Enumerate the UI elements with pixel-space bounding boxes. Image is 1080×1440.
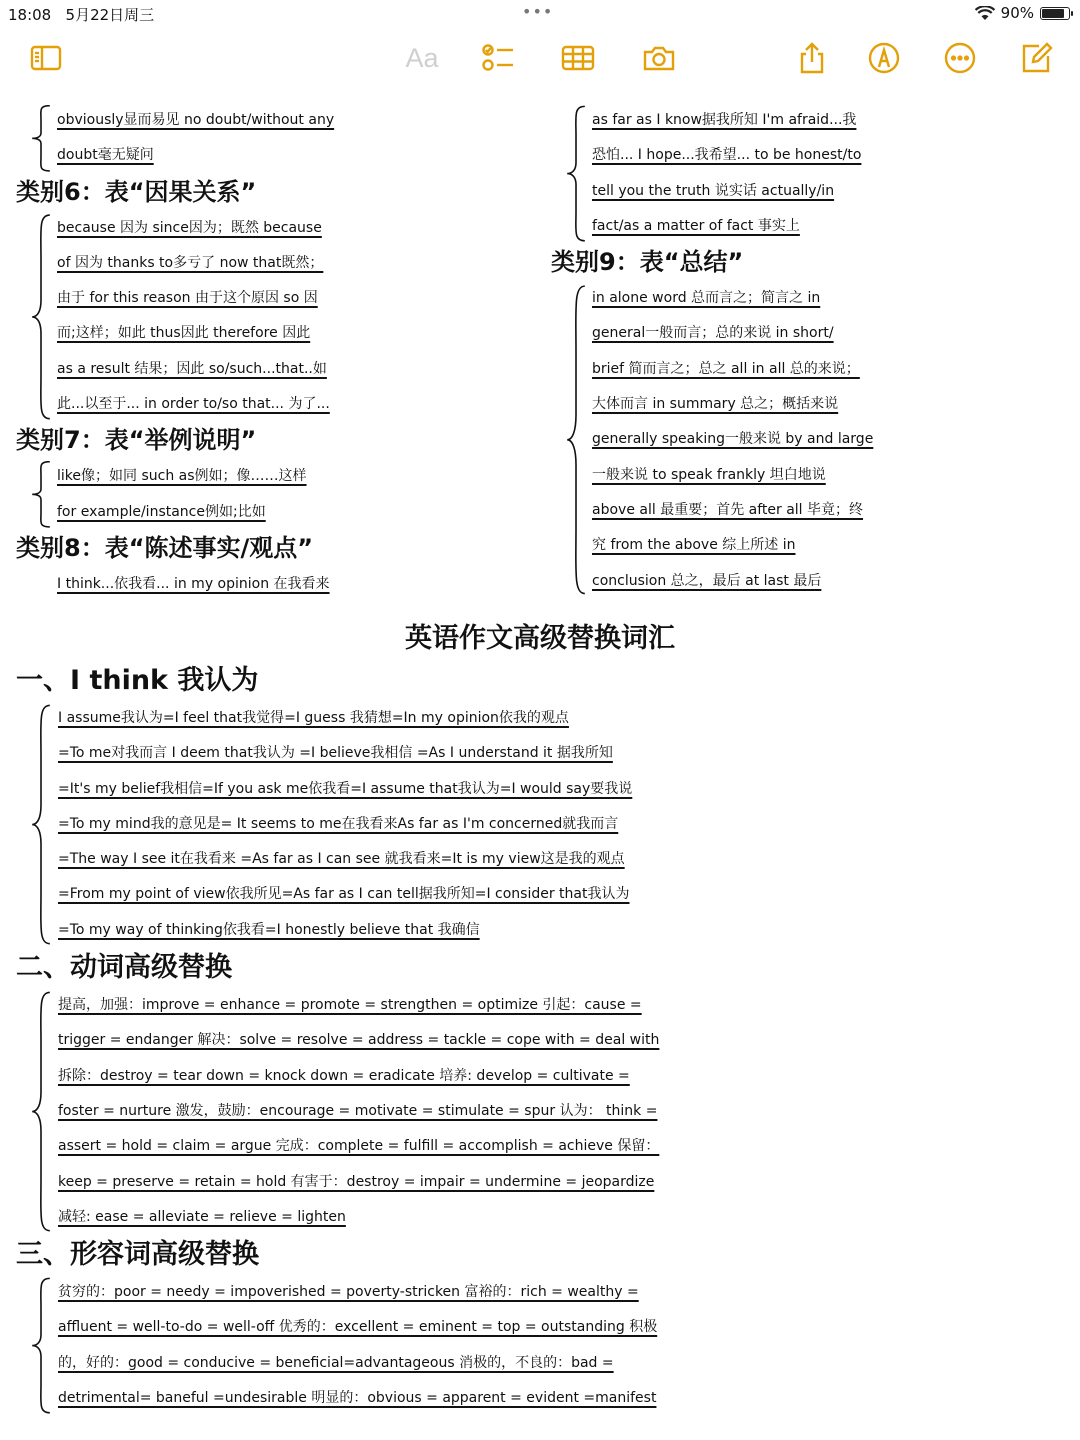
note-line: above all 最重要；首先 after all 毕竟；终 (592, 501, 864, 518)
note-line: =From my point of view依我所见=As far as I can tell据我所知=I consider that我认为 (58, 886, 630, 903)
list-group-opinion[interactable] (0, 567, 545, 602)
list-group-opinion-continued[interactable] (535, 103, 1080, 244)
new-note-icon[interactable] (1018, 40, 1054, 76)
note-line: keep = preserve = retain = hold 有害于：destroy = impair = undermine = jeopardize (58, 1173, 655, 1190)
brace-icon (30, 703, 52, 946)
brace-icon (565, 283, 587, 597)
multitasking-dots-icon[interactable]: ••• (522, 2, 554, 21)
status-bar (0, 0, 1080, 30)
note-line: doubt毫无疑问 (57, 147, 154, 164)
note-line: as a result 结果；因此 so/such...that..如 (57, 360, 327, 377)
brace-icon (30, 105, 52, 172)
section-heading-3: 三、形容词高级替换 (16, 1239, 259, 1271)
note-line: 大体而言 in summary 总之；概括来说 (592, 396, 839, 413)
note-line: of 因为 thanks to多亏了 now that既然； (57, 254, 324, 271)
table-icon[interactable] (560, 40, 596, 76)
brace-icon (30, 1277, 52, 1414)
brace-icon (565, 105, 587, 242)
brace-icon (30, 461, 52, 528)
note-line: 贫穷的：poor = needy = impoverished = poverty-stricken 富裕的：rich = wealthy = (58, 1284, 639, 1301)
category-heading-6: 类别6：表“因果关系” (16, 177, 257, 206)
note-line: I assume我认为=I feel that我觉得=I guess 我猜想=In my opinion依我的观点 (58, 710, 569, 726)
note-line: I think...依我看... in my opinion 在我看来 (57, 575, 330, 592)
section-heading-1: 一、I think 我认为 (16, 665, 259, 696)
note-line: 而;这样；如此 thus因此 therefore 因此 (57, 325, 311, 342)
note-line: brief 简而言之；总之 all in all 总的来说； (592, 360, 860, 377)
notes-toolbar (0, 40, 1080, 84)
brace-icon (30, 990, 52, 1233)
note-line: 一般来说 to speak frankly 坦白地说 (592, 466, 826, 483)
checklist-icon[interactable] (480, 40, 516, 76)
note-line: detrimental= baneful =undesirable 明显的：obvious = apparent = evident =manifest (58, 1390, 657, 1407)
note-line: 由于 for this reason 由于这个原因 so 因 (57, 290, 318, 307)
category-heading-8: 类别8：表“陈述事实/观点” (16, 533, 314, 562)
note-line: 此...以至于... in order to/so that... 为了... (57, 396, 330, 413)
note-line: like像；如同 such as例如；像……这样 (57, 468, 307, 485)
note-line: general一般而言；总的来说 in short/ (592, 325, 834, 342)
status-time: 18:08 5月22日周三 (8, 6, 155, 24)
note-line: 恐怕... I hope...我希望... to be honest/to (592, 147, 862, 164)
left-column (0, 103, 545, 602)
list-group-adjectives[interactable] (0, 1275, 1080, 1416)
note-line: =To me对我而言 I deem that我认为 =I believe我相信 =As I understand it 据我所知 (58, 745, 613, 762)
note-line: 拆除：destroy = tear down = knock down = eradicate 培养: develop = cultivate = (58, 1067, 630, 1084)
note-line: because 因为 since因为；既然 because (57, 219, 322, 236)
note-line: obviously显而易见 no doubt/without any (57, 112, 335, 128)
full-width-sections (0, 662, 1080, 1416)
note-line: fact/as a matter of fact 事实上 (592, 217, 800, 234)
wifi-icon (975, 6, 995, 21)
battery-icon (1040, 7, 1070, 20)
note-line: for example/instance例如;比如 (57, 503, 266, 520)
note-line: conclusion 总之，最后 at last 最后 (592, 572, 822, 589)
list-group-cause-effect[interactable] (0, 211, 545, 423)
markup-pen-icon[interactable] (866, 40, 902, 76)
list-group-verbs[interactable] (0, 988, 1080, 1235)
battery-percent: 90% (1000, 4, 1034, 22)
section-heading-2: 二、动词高级替换 (16, 952, 232, 984)
note-line: tell you the truth 说实话 actually/in (592, 182, 835, 199)
list-group-i-think[interactable] (0, 701, 1080, 948)
note-line: trigger = endanger 解决：solve = resolve = address = tackle = cope with = deal with (58, 1032, 660, 1049)
note-line: =It's my belief我相信=If you ask me依我看=I assume that我认为=I would say要我说 (58, 780, 633, 797)
note-line: 减轻: ease = alleviate = relieve = lighten (58, 1208, 346, 1225)
note-line: as far as I know据我所知 I'm afraid...我 (592, 112, 857, 128)
sidebar-toggle-icon[interactable] (28, 40, 64, 76)
text-format-button[interactable]: Aa (405, 42, 439, 73)
camera-icon[interactable] (641, 40, 677, 76)
note-line: generally speaking一般来说 by and large (592, 431, 874, 448)
note-line: 究 from the above 综上所述 in (592, 537, 796, 554)
more-options-icon[interactable] (942, 40, 978, 76)
note-line: foster = nurture 激发，鼓励：encourage = motivate = stimulate = spur 认为： think = (58, 1102, 658, 1119)
status-right (975, 4, 1070, 22)
note-line: in alone word 总而言之；简言之 in (592, 290, 821, 307)
note-line: 的，好的：good = conducive = beneficial=advantageous 消极的，不良的：bad = (58, 1354, 614, 1371)
main-title: 英语作文高级替换词汇 (405, 623, 675, 654)
share-icon[interactable] (794, 40, 830, 76)
list-group-summary[interactable] (535, 281, 1080, 599)
list-group-examples[interactable] (0, 459, 545, 530)
note-line: =The way I see it在我看来 =As far as I can see 就我看来=It is my view这是我的观点 (58, 851, 625, 868)
category-heading-7: 类别7：表“举例说明” (16, 426, 257, 455)
category-heading-9: 类别9：表“总结” (551, 248, 744, 277)
brace-icon (30, 213, 52, 421)
note-line: =To my way of thinking依我看=I honestly believe that 我确信 (58, 921, 480, 938)
note-line: affluent = well-to-do = well-off 优秀的：excellent = eminent = top = outstanding 积极 (58, 1319, 658, 1336)
note-line: assert = hold = claim = argue 完成：complete = fulfill = accomplish = achieve 保留： (58, 1138, 660, 1155)
right-column (535, 103, 1080, 599)
note-line: =To my mind我的意见是= It seems to me在我看来As far as I'm concerned就我而言 (58, 815, 619, 832)
list-group-continuation[interactable] (0, 103, 545, 174)
note-line: 提高，加强：improve = enhance = promote = strengthen = optimize 引起：cause = (58, 997, 642, 1014)
